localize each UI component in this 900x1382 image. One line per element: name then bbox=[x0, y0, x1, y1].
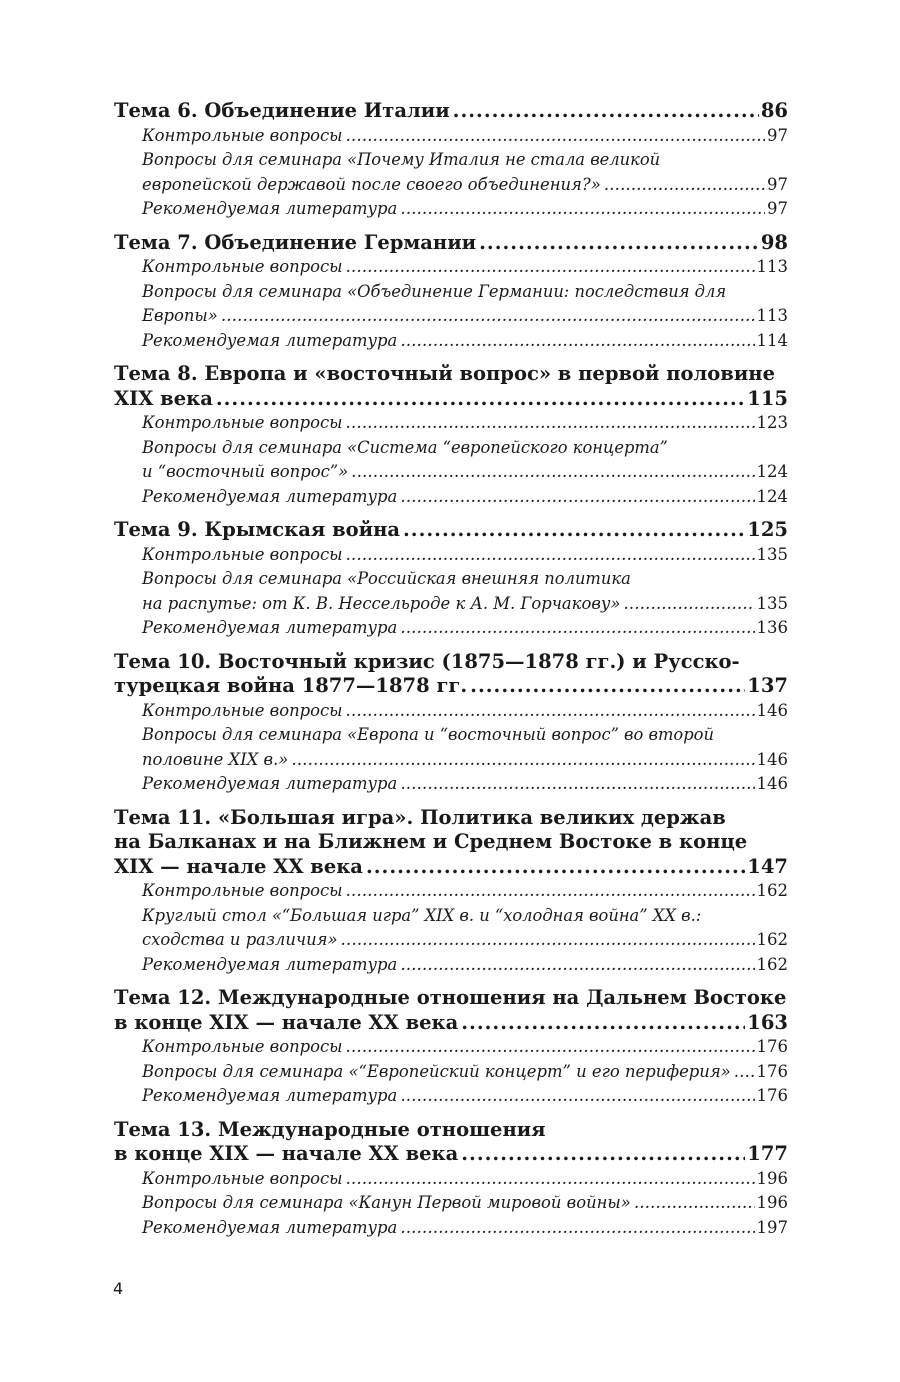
toc-subentry bbox=[114, 879, 788, 904]
toc-topic bbox=[114, 650, 788, 797]
page-ref: 135 bbox=[756, 593, 788, 613]
entry-text: Круглый стол «“Большая игра” XIX в. и “холодная война” XX в.: bbox=[142, 905, 702, 925]
dot-leader bbox=[479, 231, 759, 256]
dot-leader bbox=[734, 1060, 755, 1085]
page-ref: 177 bbox=[747, 1142, 788, 1165]
page-ref: 125 bbox=[747, 518, 788, 541]
toc-subentry bbox=[114, 460, 788, 485]
entry-text: Рекомендуемая литература bbox=[142, 199, 398, 218]
dot-leader bbox=[346, 699, 755, 724]
entry-text: турецкая война 1877—1878 гг. bbox=[114, 674, 468, 697]
topic-title bbox=[114, 387, 788, 412]
dot-leader bbox=[400, 485, 754, 510]
page-ref: 162 bbox=[756, 954, 788, 974]
toc-subentry bbox=[114, 748, 788, 773]
toc-subentry bbox=[114, 255, 788, 280]
page-ref: 137 bbox=[747, 674, 788, 697]
toc-topic bbox=[114, 99, 788, 222]
topic-title-line: на Балканах и на Ближнем и Среднем Востоке в конце bbox=[114, 830, 748, 853]
dot-leader bbox=[400, 1084, 754, 1109]
entry-text: Контрольные вопросы bbox=[142, 257, 343, 276]
toc-subentry bbox=[114, 543, 788, 568]
entry-text: Контрольные вопросы bbox=[142, 544, 343, 564]
dot-leader bbox=[351, 460, 754, 485]
topic-title bbox=[114, 99, 788, 124]
page-ref: 147 bbox=[747, 854, 788, 878]
toc-subentry bbox=[114, 411, 788, 436]
dot-leader bbox=[346, 1035, 755, 1060]
subentry-line bbox=[114, 723, 788, 748]
entry-text: XIX — начале XX века bbox=[114, 854, 363, 878]
subentry-line bbox=[114, 148, 788, 173]
topic-title bbox=[114, 674, 788, 699]
entry-text: Тема 7. Объединение Германии bbox=[114, 230, 477, 254]
toc-subentry bbox=[114, 592, 788, 617]
page-ref: 135 bbox=[756, 544, 788, 564]
page-ref: 162 bbox=[756, 881, 788, 900]
dot-leader bbox=[400, 1216, 754, 1241]
toc-subentry bbox=[114, 616, 788, 641]
dot-leader bbox=[216, 387, 745, 412]
page-ref: 176 bbox=[756, 1086, 788, 1105]
dot-leader bbox=[461, 1011, 745, 1036]
page-ref: 98 bbox=[760, 230, 788, 254]
dot-leader bbox=[400, 772, 754, 797]
topic-title bbox=[114, 518, 788, 543]
entry-text: Вопросы для семинара «Объединение Германии: последствия для bbox=[142, 281, 727, 301]
entry-text: Контрольные вопросы bbox=[142, 1168, 343, 1188]
toc-subentry bbox=[114, 928, 788, 953]
page-ref: 163 bbox=[747, 1010, 788, 1034]
page-ref: 86 bbox=[760, 99, 788, 122]
entry-text: на распутье: от К. В. Нессельроде к А. М. Горчакову» bbox=[142, 593, 621, 613]
toc-subentry bbox=[114, 329, 788, 354]
entry-text: Контрольные вопросы bbox=[142, 413, 343, 432]
entry-text: Рекомендуемая литература bbox=[142, 954, 398, 974]
subentry-line bbox=[114, 280, 788, 305]
topic-title-line: Тема 12. Международные отношения на Дальнем Востоке bbox=[114, 986, 787, 1009]
dot-leader bbox=[291, 748, 754, 773]
toc-subentry bbox=[114, 1035, 788, 1060]
page-ref: 124 bbox=[756, 462, 788, 481]
entry-text: Вопросы для семинара «Европа и “восточный вопрос” во второй bbox=[142, 725, 714, 744]
dot-leader bbox=[221, 304, 755, 329]
dot-leader bbox=[623, 592, 754, 617]
toc-topic bbox=[114, 1118, 788, 1241]
topic-title-line: Тема 13. Международные отношения bbox=[114, 1117, 546, 1141]
page-ref: 197 bbox=[756, 1217, 788, 1237]
dot-leader bbox=[346, 255, 755, 280]
page-ref: 146 bbox=[756, 700, 788, 720]
toc-subentry bbox=[114, 1191, 788, 1216]
page-ref: 123 bbox=[756, 413, 788, 432]
toc-topic bbox=[114, 362, 788, 509]
dot-leader bbox=[346, 543, 755, 568]
page-ref: 146 bbox=[756, 774, 788, 793]
page-ref: 176 bbox=[756, 1061, 788, 1081]
dot-leader bbox=[400, 616, 754, 641]
page-ref: 124 bbox=[756, 486, 788, 506]
page-ref: 176 bbox=[756, 1037, 788, 1056]
entry-text: Контрольные вопросы bbox=[142, 700, 343, 720]
toc-subentry bbox=[114, 1084, 788, 1109]
toc-topic bbox=[114, 806, 788, 978]
toc-topic bbox=[114, 231, 788, 354]
dot-leader bbox=[346, 1167, 755, 1192]
entry-text: в конце XIX — начале XX века bbox=[114, 1142, 459, 1165]
entry-text: Вопросы для семинара «Канун Первой мировой войны» bbox=[142, 1193, 631, 1212]
toc-subentry bbox=[114, 485, 788, 510]
entry-text: Рекомендуемая литература bbox=[142, 774, 398, 793]
page-ref: 113 bbox=[756, 306, 788, 325]
page-ref: 196 bbox=[756, 1193, 788, 1212]
entry-text: европейской державой после своего объединения?» bbox=[142, 174, 601, 194]
toc-subentry bbox=[114, 197, 788, 222]
subentry-line bbox=[114, 567, 788, 592]
dot-leader bbox=[453, 99, 759, 124]
toc-subentry bbox=[114, 1060, 788, 1085]
entry-text: Вопросы для семинара «Российская внешняя политика bbox=[142, 569, 631, 588]
toc-subentry bbox=[114, 304, 788, 329]
entry-text: Контрольные вопросы bbox=[142, 1037, 343, 1056]
dot-leader bbox=[403, 518, 745, 543]
page-ref: 115 bbox=[747, 386, 788, 410]
subentry-line bbox=[114, 436, 788, 461]
entry-text: в конце XIX — начале XX века bbox=[114, 1010, 459, 1034]
table-of-contents bbox=[114, 99, 788, 1249]
topic-title bbox=[114, 1142, 788, 1167]
subentry-line bbox=[114, 904, 788, 929]
topic-title bbox=[114, 231, 788, 256]
dot-leader bbox=[346, 124, 765, 149]
entry-text: половине XIX в.» bbox=[142, 749, 289, 769]
entry-text: Вопросы для семинара «Система “европейского концерта” bbox=[142, 437, 668, 457]
page-ref: 136 bbox=[756, 618, 788, 637]
toc-subentry bbox=[114, 1167, 788, 1192]
toc-subentry bbox=[114, 124, 788, 149]
page-ref: 196 bbox=[756, 1168, 788, 1188]
dot-leader bbox=[346, 411, 755, 436]
page-ref: 162 bbox=[756, 930, 788, 949]
page-number: 4 bbox=[113, 1279, 124, 1298]
topic-title-line: Тема 11. «Большая игра». Политика великих держав bbox=[114, 805, 726, 829]
entry-text: сходства и различия» bbox=[142, 930, 338, 949]
entry-text: и “восточный вопрос”» bbox=[142, 462, 349, 481]
page-ref: 97 bbox=[767, 125, 788, 145]
entry-text: Рекомендуемая литература bbox=[142, 1217, 398, 1237]
dot-leader bbox=[461, 1142, 745, 1167]
dot-leader bbox=[634, 1191, 755, 1216]
toc-subentry bbox=[114, 772, 788, 797]
page-ref: 114 bbox=[756, 330, 788, 350]
topic-title-line: Тема 8. Европа и «восточный вопрос» в первой половине bbox=[114, 362, 775, 385]
dot-leader bbox=[400, 329, 754, 354]
entry-text: Тема 6. Объединение Италии bbox=[114, 99, 450, 122]
toc-topic bbox=[114, 986, 788, 1109]
dot-leader bbox=[400, 953, 754, 978]
entry-text: Рекомендуемая литература bbox=[142, 486, 398, 506]
dot-leader bbox=[366, 855, 745, 880]
entry-text: Контрольные вопросы bbox=[142, 125, 343, 145]
toc-subentry bbox=[114, 699, 788, 724]
dot-leader bbox=[341, 928, 755, 953]
topic-title bbox=[114, 855, 788, 880]
dot-leader bbox=[346, 879, 755, 904]
entry-text: XIX века bbox=[114, 386, 213, 410]
entry-text: Контрольные вопросы bbox=[142, 881, 343, 900]
toc-topic bbox=[114, 518, 788, 641]
page-ref: 97 bbox=[767, 199, 788, 218]
toc-subentry bbox=[114, 173, 788, 198]
page-ref: 113 bbox=[756, 257, 788, 276]
entry-text: Вопросы для семинара «“Европейский концерт” и его периферия» bbox=[142, 1061, 731, 1081]
topic-title bbox=[114, 1011, 788, 1036]
entry-text: Вопросы для семинара «Почему Италия не стала великой bbox=[142, 150, 661, 169]
entry-text: Европы» bbox=[142, 306, 218, 325]
toc-subentry bbox=[114, 953, 788, 978]
entry-text: Рекомендуемая литература bbox=[142, 330, 398, 350]
entry-text: Рекомендуемая литература bbox=[142, 618, 398, 637]
topic-title-line: Тема 10. Восточный кризис (1875—1878 гг.) и Русско- bbox=[114, 649, 740, 673]
entry-text: Тема 9. Крымская война bbox=[114, 518, 400, 541]
toc-subentry bbox=[114, 1216, 788, 1241]
dot-leader bbox=[400, 197, 765, 222]
entry-text: Рекомендуемая литература bbox=[142, 1086, 398, 1105]
dot-leader bbox=[604, 173, 765, 198]
page-ref: 97 bbox=[767, 174, 788, 194]
dot-leader bbox=[470, 674, 745, 699]
page-ref: 146 bbox=[756, 749, 788, 769]
